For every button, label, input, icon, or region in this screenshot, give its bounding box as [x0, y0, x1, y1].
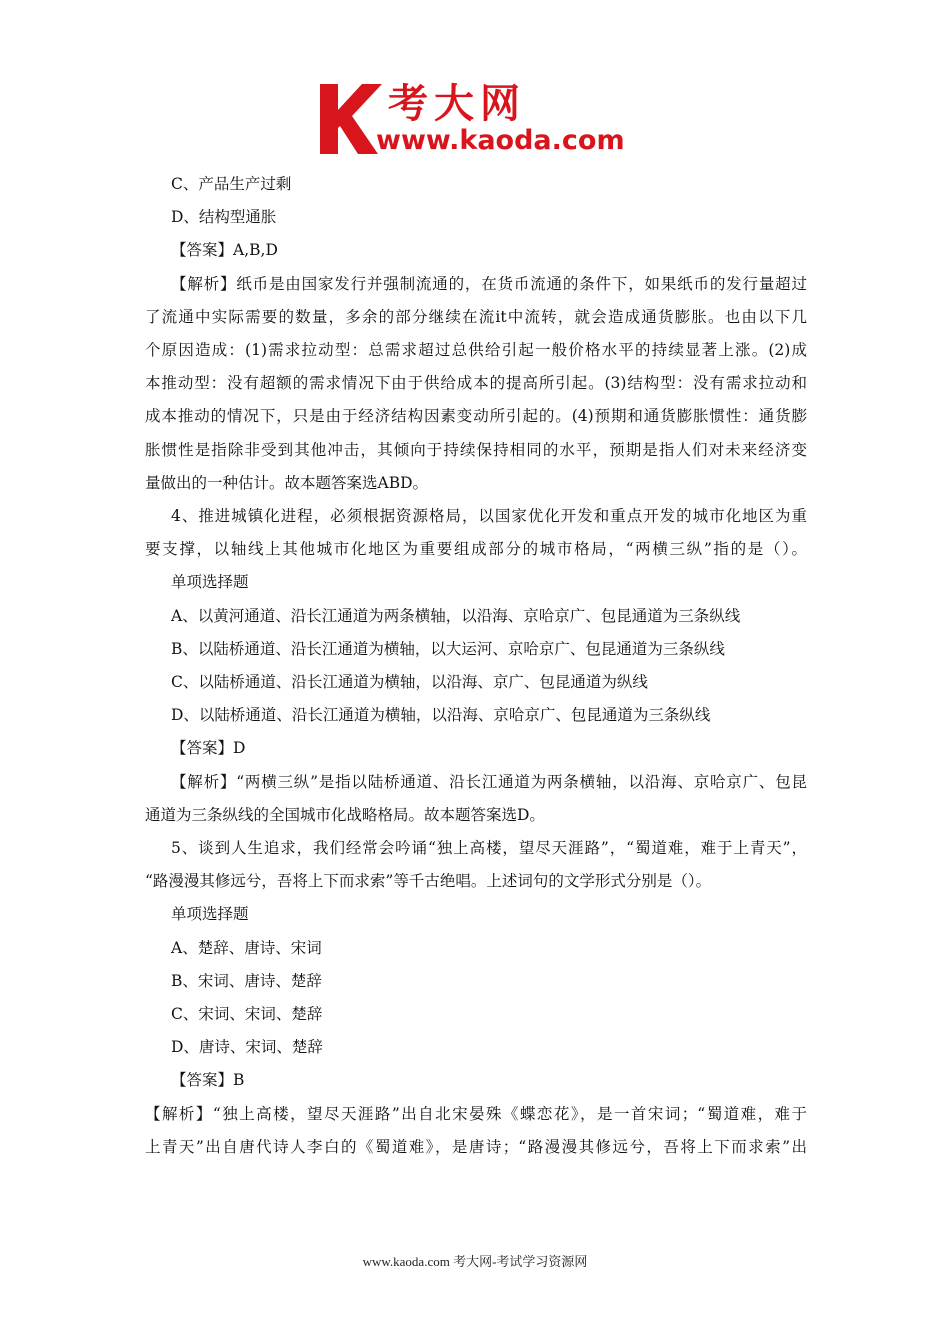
analysis-line: 了流通中实际需要的数量，多余的部分继续在流it中流转，就会造成通货膨胀。也由以下几 — [145, 307, 807, 326]
question-line: 4、推进城镇化进程，必须根据资源格局，以国家优化开发和重点开发的城市化地区为重 — [171, 507, 807, 526]
analysis-line: 【解析】纸币是由国家发行并强制流通的，在货币流通的条件下，如果纸币的发行量超过 — [171, 274, 807, 293]
document-body — [145, 168, 807, 1164]
logo-title: 考大网 — [388, 81, 526, 127]
question-line: 要支撑，以轴线上其他城市化地区为重要组成部分的城市格局，“两横三纵”指的是（）。 — [145, 540, 807, 559]
option-line: C、产品生产过剩 — [171, 175, 292, 193]
logo-url: www.kaoda.com — [376, 125, 625, 156]
option-line: A、楚辞、唐诗、宋词 — [171, 938, 322, 957]
answer-line: 【答案】A,B,D — [171, 241, 278, 260]
question-line: “路漫漫其修远兮，吾将上下而求索”等千古绝唱。上述词句的文学形式分别是（）。 — [145, 872, 712, 891]
option-line: D、结构型通胀 — [171, 208, 277, 227]
answer-line: 【答案】D — [171, 739, 246, 758]
answer-line: 【答案】B — [171, 1071, 245, 1090]
page-footer: www.kaoda.com 考大网-考试学习资源网 — [362, 1254, 588, 1269]
analysis-line: 胀惯性是指除非受到其他冲击，其倾向于持续保持相同的水平，预期是指人们对未来经济变 — [145, 440, 807, 459]
question-line: 5、谈到人生追求，我们经常会吟诵“独上高楼，望尽天涯路”，“蜀道难，难于上青天”， — [171, 839, 807, 858]
kaoda-logo — [316, 80, 646, 162]
option-line: C、宋词、宋词、楚辞 — [171, 1005, 323, 1024]
option-line: A、以黄河通道、沿长江通道为两条横轴，以沿海、京哈京广、包昆通道为三条纵线 — [171, 606, 741, 625]
analysis-line: 上青天”出自唐代诗人李白的《蜀道难》，是唐诗；“路漫漫其修远兮，吾将上下而求索”出 — [145, 1137, 807, 1156]
option-line: B、以陆桥通道、沿长江通道为横轴，以大运河、京哈京广、包昆通道为三条纵线 — [171, 639, 725, 658]
question-type: 单项选择题 — [171, 573, 249, 592]
option-line: C、以陆桥通道、沿长江通道为横轴，以沿海、京广、包昆通道为纵线 — [171, 673, 648, 692]
analysis-line: 个原因造成：(1)需求拉动型：总需求超过总供给引起一般价格水平的持续显著上涨。(2)成 — [145, 341, 807, 360]
analysis-line: 本推动型：没有超额的需求情况下由于供给成本的提高所引起。(3)结构型：没有需求拉动和 — [145, 374, 807, 393]
option-line: B、宋词、唐诗、楚辞 — [171, 971, 322, 990]
analysis-line: 【解析】“两横三纵”是指以陆桥通道、沿长江通道为两条横轴，以沿海、京哈京广、包昆 — [171, 772, 807, 791]
analysis-line: 通道为三条纵线的全国城市化战略格局。故本题答案选D。 — [145, 805, 545, 824]
analysis-line: 成本推动的情况下，只是由于经济结构因素变动所引起的。(4)预期和通货膨胀惯性：通货膨 — [145, 407, 807, 426]
analysis-line: 【解析】“独上高楼，望尽天涯路”出自北宋晏殊《蝶恋花》，是一首宋词；“蜀道难，难于 — [145, 1104, 807, 1123]
option-line: D、唐诗、宋词、楚辞 — [171, 1038, 323, 1057]
analysis-line: 量做出的一种估计。故本题答案选ABD。 — [145, 473, 429, 492]
question-type: 单项选择题 — [171, 905, 249, 924]
option-line: D、以陆桥通道、沿长江通道为横轴，以沿海、京哈京广、包昆通道为三条纵线 — [171, 706, 711, 725]
